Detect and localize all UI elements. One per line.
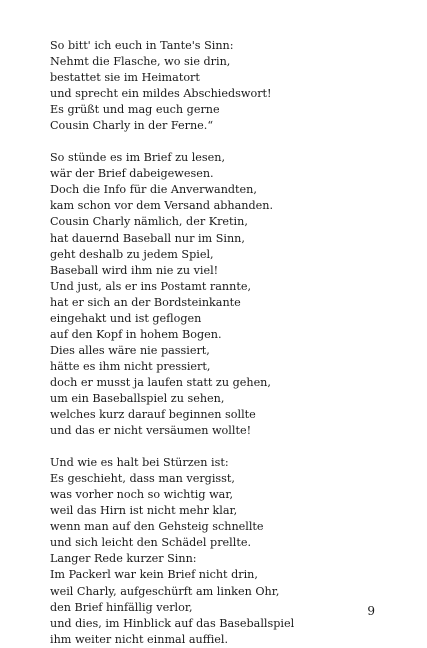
page-number: 9 [367, 604, 375, 618]
poem-line: doch er musst ja laufen statt zu gehen, [50, 375, 271, 389]
poem-line: um ein Baseballspiel zu sehen, [50, 391, 225, 405]
poem-line: So stünde es im Brief zu lesen, [50, 151, 226, 165]
poem-line: und dies, im Hinblick auf das Baseballspiel [50, 616, 295, 630]
poem-line: hat dauernd Baseball nur im Sinn, [50, 231, 245, 245]
poem-line: und sprecht ein mildes Abschiedswort! [50, 87, 272, 101]
poem-line: hätte es ihm nicht pressiert, [50, 359, 211, 373]
poem-line: weil Charly, aufgeschürft am linken Ohr, [50, 584, 280, 598]
poem-line: Es geschieht, dass man vergisst, [50, 472, 235, 486]
poem-line: Doch die Info für die Anverwandten, [50, 183, 257, 197]
poem-line: und das er nicht versäumen wollte! [50, 424, 252, 438]
poem-line: Baseball wird ihm nie zu viel! [50, 263, 219, 277]
poem-line: welches kurz darauf beginnen sollte [50, 408, 256, 422]
poem-line: Und just, als er ins Postamt rannte, [50, 279, 252, 293]
poem-line: So bitt' ich euch in Tante's Sinn: [50, 39, 234, 52]
poem-line: Im Packerl war kein Brief nicht drin, [50, 568, 258, 582]
poem-line: geht deshalb zu jedem Spiel, [50, 247, 214, 261]
poem-line: weil das Hirn ist nicht mehr klar, [50, 504, 238, 518]
stanza-3 [50, 455, 390, 648]
poem-line: eingehakt und ist geflogen [50, 311, 202, 325]
poem-line: bestattet sie im Heimatort [50, 71, 200, 85]
poem-line: was vorher noch so wichtig war, [50, 488, 234, 502]
poem-line: Nehmt die Flasche, wo sie drin, [50, 55, 231, 69]
poem-line: Langer Rede kurzer Sinn: [50, 552, 197, 566]
poem-text [50, 38, 390, 648]
poem-line: ihm weiter nicht einmal auffiel. [50, 632, 229, 646]
poem-line: kam schon vor dem Versand abhanden. [50, 199, 274, 213]
poem-line: den Brief hinfällig verlor, [50, 600, 193, 614]
stanza-1 [50, 38, 390, 134]
poem-line: wenn man auf den Gehsteig schnellte [50, 520, 264, 534]
poem-line: Cousin Charly in der Ferne.“ [50, 119, 214, 133]
poem-line: Dies alles wäre nie passiert, [50, 343, 210, 357]
poem-line: Und wie es halt bei Stürzen ist: [50, 456, 229, 470]
poem-line: und sich leicht den Schädel prellte. [50, 536, 251, 550]
poem-line: wär der Brief dabeigewesen. [50, 167, 214, 181]
stanza-2 [50, 150, 390, 439]
poem-line: Es grüßt und mag euch gerne [50, 103, 220, 117]
poem-line: auf den Kopf in hohem Bogen. [50, 327, 222, 341]
poem-line: Cousin Charly nämlich, der Kretin, [50, 215, 248, 229]
poem-line: hat er sich an der Bordsteinkante [50, 295, 241, 309]
